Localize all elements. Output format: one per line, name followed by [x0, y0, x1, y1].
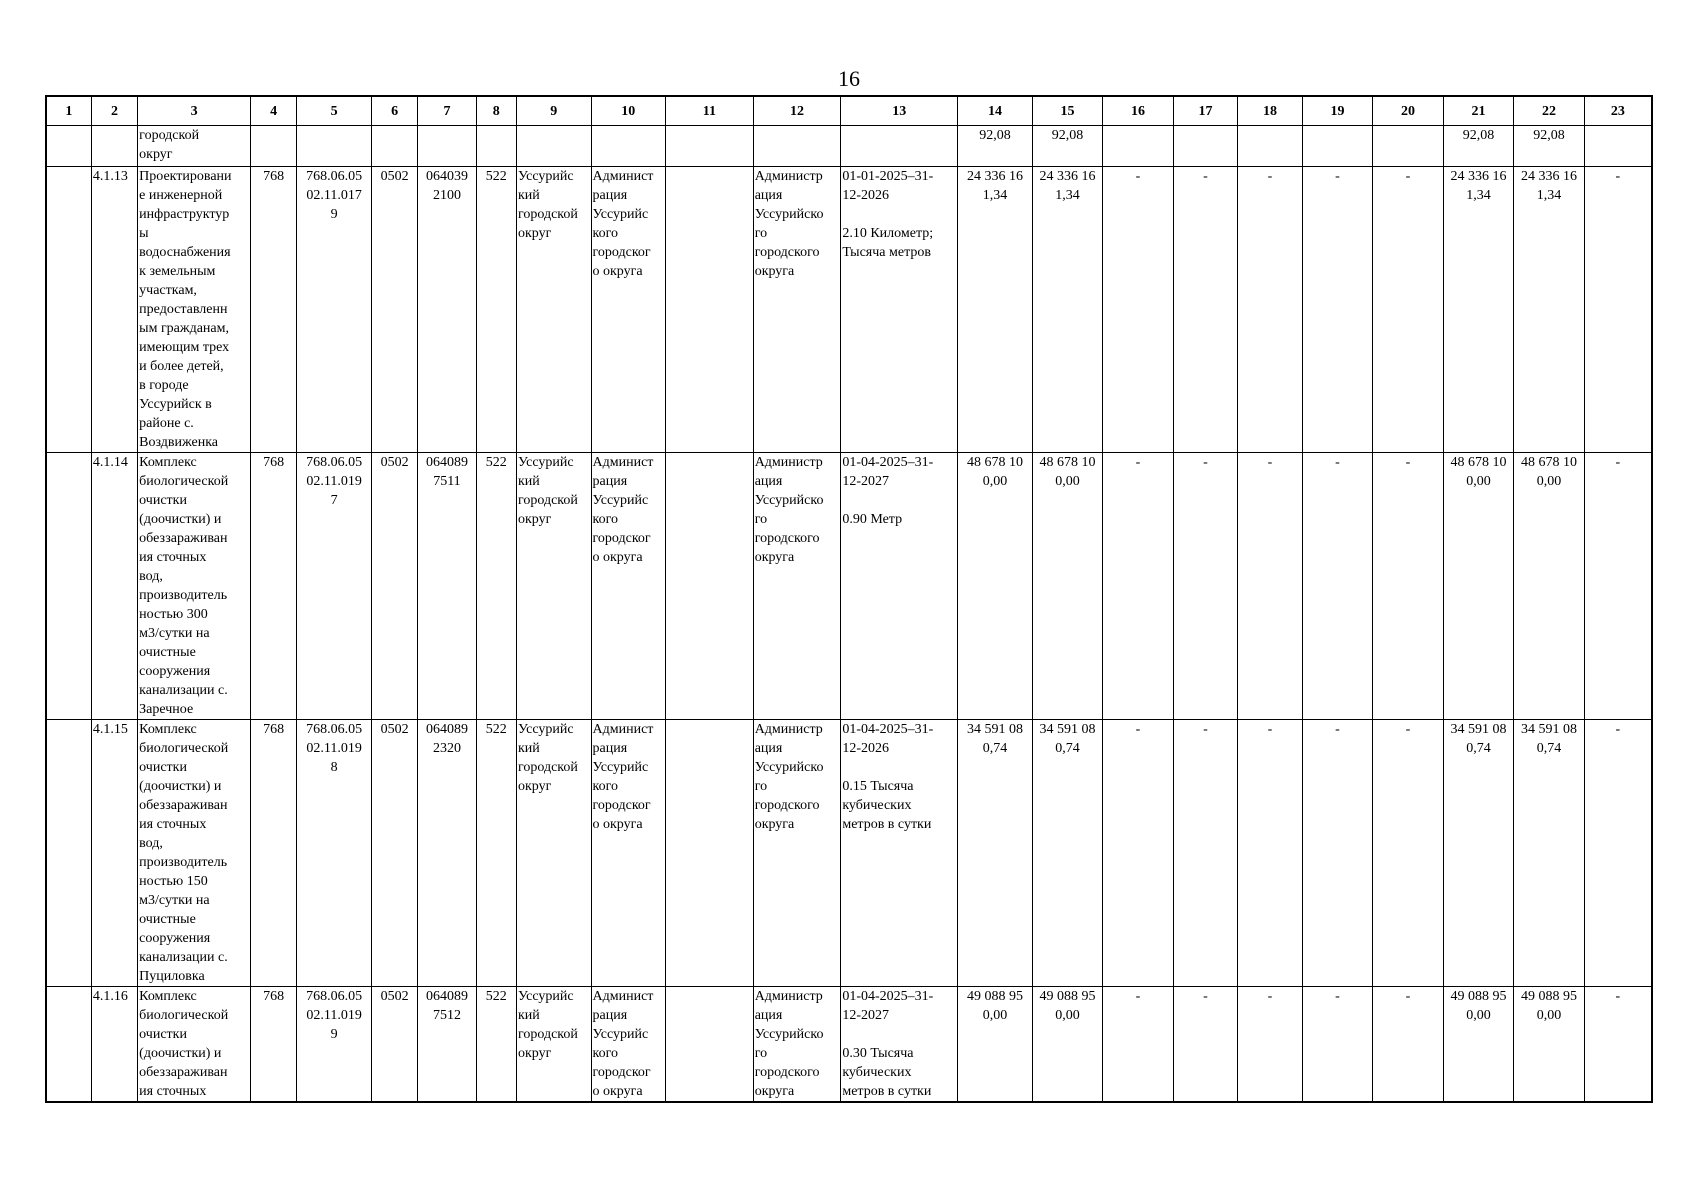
table-cell: - [1173, 453, 1237, 720]
table-cell: Уссурийс кий городской округ [516, 987, 591, 1103]
table-cell: 768.06.05 02.11.019 9 [297, 987, 372, 1103]
table-cell: 24 336 16 1,34 [1443, 167, 1514, 453]
table-cell: 01-04-2025–31- 12-2026 0.15 Тысяча кубических метров в сутки [841, 720, 958, 987]
header-cell: 21 [1443, 96, 1514, 126]
table-cell: - [1173, 987, 1237, 1103]
row-number: 4.1.13 [91, 167, 137, 453]
table-cell: 0502 [371, 453, 417, 720]
page-number: 16 [838, 66, 860, 91]
table-cell [46, 720, 91, 987]
object-name: Комплекс биологической очистки (доочистки) и обеззараживан ия сточных [138, 987, 251, 1103]
table-cell: - [1238, 720, 1302, 987]
table-cell: 064089 2320 [418, 720, 476, 987]
header-cell: 18 [1238, 96, 1302, 126]
table-cell: Администр ация Уссурийско го городского округа [753, 453, 841, 720]
table-cell: 0502 [371, 167, 417, 453]
header-cell: 22 [1514, 96, 1585, 126]
header-cell: 17 [1173, 96, 1237, 126]
table-cell [46, 453, 91, 720]
table-cell: - [1373, 720, 1444, 987]
table-cell [418, 126, 476, 167]
table-cell [753, 126, 841, 167]
table-cell: Админист рация Уссурийс кого городског о округа [591, 167, 666, 453]
table-cell: 522 [476, 720, 516, 987]
table-cell [1373, 126, 1444, 167]
table-cell: 24 336 16 1,34 [958, 167, 1033, 453]
header-cell: 3 [138, 96, 251, 126]
table-cell [1173, 126, 1237, 167]
row-number: 4.1.14 [91, 453, 137, 720]
table-cell: 92,08 [958, 126, 1033, 167]
table-cell: 768 [251, 720, 297, 987]
header-cell: 6 [371, 96, 417, 126]
table-cell: Уссурийс кий городской округ [516, 720, 591, 987]
table-cell: 522 [476, 453, 516, 720]
object-name: Проектировани е инженерной инфраструктур ы водоснабжения к земельным участкам, предоставленн ым гражданам, имеющим трех и более детей, в городе Уссурийск в районе с. Воздвиженка [138, 167, 251, 453]
table-cell: 49 088 95 0,00 [958, 987, 1033, 1103]
table-cell [46, 167, 91, 453]
table-row [46, 167, 1652, 453]
table-cell [1584, 126, 1652, 167]
table-cell: 24 336 16 1,34 [1514, 167, 1585, 453]
table-cell [1238, 126, 1302, 167]
table-cell: 48 678 10 0,00 [1032, 453, 1103, 720]
table-cell: 49 088 95 0,00 [1032, 987, 1103, 1103]
table-cell: 768.06.05 02.11.019 7 [297, 453, 372, 720]
table-cell [841, 126, 958, 167]
table-cell: 768 [251, 987, 297, 1103]
table-cell: 064089 7511 [418, 453, 476, 720]
table-cell: 48 678 10 0,00 [1443, 453, 1514, 720]
table-cell [251, 126, 297, 167]
header-cell: 12 [753, 96, 841, 126]
table-cell: 34 591 08 0,74 [1032, 720, 1103, 987]
table-cell: 34 591 08 0,74 [1514, 720, 1585, 987]
table-cell: - [1302, 167, 1373, 453]
header-cell: 4 [251, 96, 297, 126]
table-cell: - [1584, 167, 1652, 453]
table-cell: 01-04-2025–31- 12-2027 0.90 Метр [841, 453, 958, 720]
table-row [46, 720, 1652, 987]
header-cell: 7 [418, 96, 476, 126]
table-cell [297, 126, 372, 167]
header-cell: 19 [1302, 96, 1373, 126]
budget-table [45, 95, 1653, 1103]
header-cell: 2 [91, 96, 137, 126]
table-cell: 24 336 16 1,34 [1032, 167, 1103, 453]
table-cell: 522 [476, 167, 516, 453]
table-cell: Администр ация Уссурийско го городского округа [753, 167, 841, 453]
table-cell: - [1173, 720, 1237, 987]
table-cell [1103, 126, 1174, 167]
header-cell: 13 [841, 96, 958, 126]
table-cell: 49 088 95 0,00 [1514, 987, 1585, 1103]
header-cell: 11 [666, 96, 754, 126]
table-cell [666, 126, 754, 167]
header-cell: 8 [476, 96, 516, 126]
table-cell: - [1584, 453, 1652, 720]
table-cell: - [1584, 987, 1652, 1103]
table-cell: 768.06.05 02.11.019 8 [297, 720, 372, 987]
table-cell: - [1373, 453, 1444, 720]
table-cell: - [1302, 720, 1373, 987]
row-number: 4.1.15 [91, 720, 137, 987]
table-cell: 92,08 [1032, 126, 1103, 167]
header-cell: 10 [591, 96, 666, 126]
table-row-continuation [46, 126, 1652, 167]
table-cell: 064039 2100 [418, 167, 476, 453]
table-cell [371, 126, 417, 167]
table-cell: 768.06.05 02.11.017 9 [297, 167, 372, 453]
object-name: Комплекс биологической очистки (доочистки) и обеззараживан ия сточных вод, производитель ностью 150 м3/сутки на очистные сооружения канализации с. Пуциловка [138, 720, 251, 987]
table-cell: 48 678 10 0,00 [958, 453, 1033, 720]
table-cell [666, 987, 754, 1103]
table-cell: 01-04-2025–31- 12-2027 0.30 Тысяча кубических метров в сутки [841, 987, 958, 1103]
table-cell: городской округ [138, 126, 251, 167]
header-cell: 5 [297, 96, 372, 126]
table-cell: - [1103, 453, 1174, 720]
table-cell: Администр ация Уссурийско го городского округа [753, 987, 841, 1103]
table-cell: Уссурийс кий городской округ [516, 167, 591, 453]
table-cell: - [1173, 167, 1237, 453]
table-cell: - [1238, 167, 1302, 453]
table-cell: - [1302, 987, 1373, 1103]
table-cell: - [1584, 720, 1652, 987]
table-cell: 48 678 10 0,00 [1514, 453, 1585, 720]
header-cell: 9 [516, 96, 591, 126]
table-cell: 49 088 95 0,00 [1443, 987, 1514, 1103]
table-cell [1302, 126, 1373, 167]
table-cell: 768 [251, 453, 297, 720]
header-cell: 23 [1584, 96, 1652, 126]
row-number: 4.1.16 [91, 987, 137, 1103]
table-cell: 92,08 [1443, 126, 1514, 167]
header-cell: 20 [1373, 96, 1444, 126]
table-cell [666, 167, 754, 453]
header-cell: 14 [958, 96, 1033, 126]
table-cell: - [1103, 720, 1174, 987]
header-cell: 1 [46, 96, 91, 126]
table-cell [666, 720, 754, 987]
header-cell: 15 [1032, 96, 1103, 126]
table-cell: Уссурийс кий городской округ [516, 453, 591, 720]
table-row [46, 453, 1652, 720]
table-cell: 01-01-2025–31- 12-2026 2.10 Километр; Тысяча метров [841, 167, 958, 453]
object-name: Комплекс биологической очистки (доочистки) и обеззараживан ия сточных вод, производитель ностью 300 м3/сутки на очистные сооружения канализации с. Заречное [138, 453, 251, 720]
table-row [46, 987, 1652, 1103]
table-cell: 064089 7512 [418, 987, 476, 1103]
table-cell: Админист рация Уссурийс кого городског о округа [591, 720, 666, 987]
header-row [46, 96, 1652, 126]
table-cell [591, 126, 666, 167]
table-cell [476, 126, 516, 167]
table-cell: 0502 [371, 720, 417, 987]
table-cell: 92,08 [1514, 126, 1585, 167]
table-cell: 768 [251, 167, 297, 453]
table-cell [516, 126, 591, 167]
table-cell: - [1103, 987, 1174, 1103]
table-cell: - [1238, 987, 1302, 1103]
table-cell: 34 591 08 0,74 [1443, 720, 1514, 987]
table-cell: - [1373, 167, 1444, 453]
table-cell [46, 987, 91, 1103]
header-cell: 16 [1103, 96, 1174, 126]
table-cell [91, 126, 137, 167]
table-cell: Админист рация Уссурийс кого городског о округа [591, 453, 666, 720]
table-cell: - [1103, 167, 1174, 453]
table-cell: Админист рация Уссурийс кого городског о округа [591, 987, 666, 1103]
table-cell: 0502 [371, 987, 417, 1103]
table-cell: 522 [476, 987, 516, 1103]
table-cell [46, 126, 91, 167]
table-cell: - [1373, 987, 1444, 1103]
table-cell [666, 453, 754, 720]
table-cell: - [1238, 453, 1302, 720]
table-cell: - [1302, 453, 1373, 720]
table-cell: Администр ация Уссурийско го городского округа [753, 720, 841, 987]
table-cell: 34 591 08 0,74 [958, 720, 1033, 987]
